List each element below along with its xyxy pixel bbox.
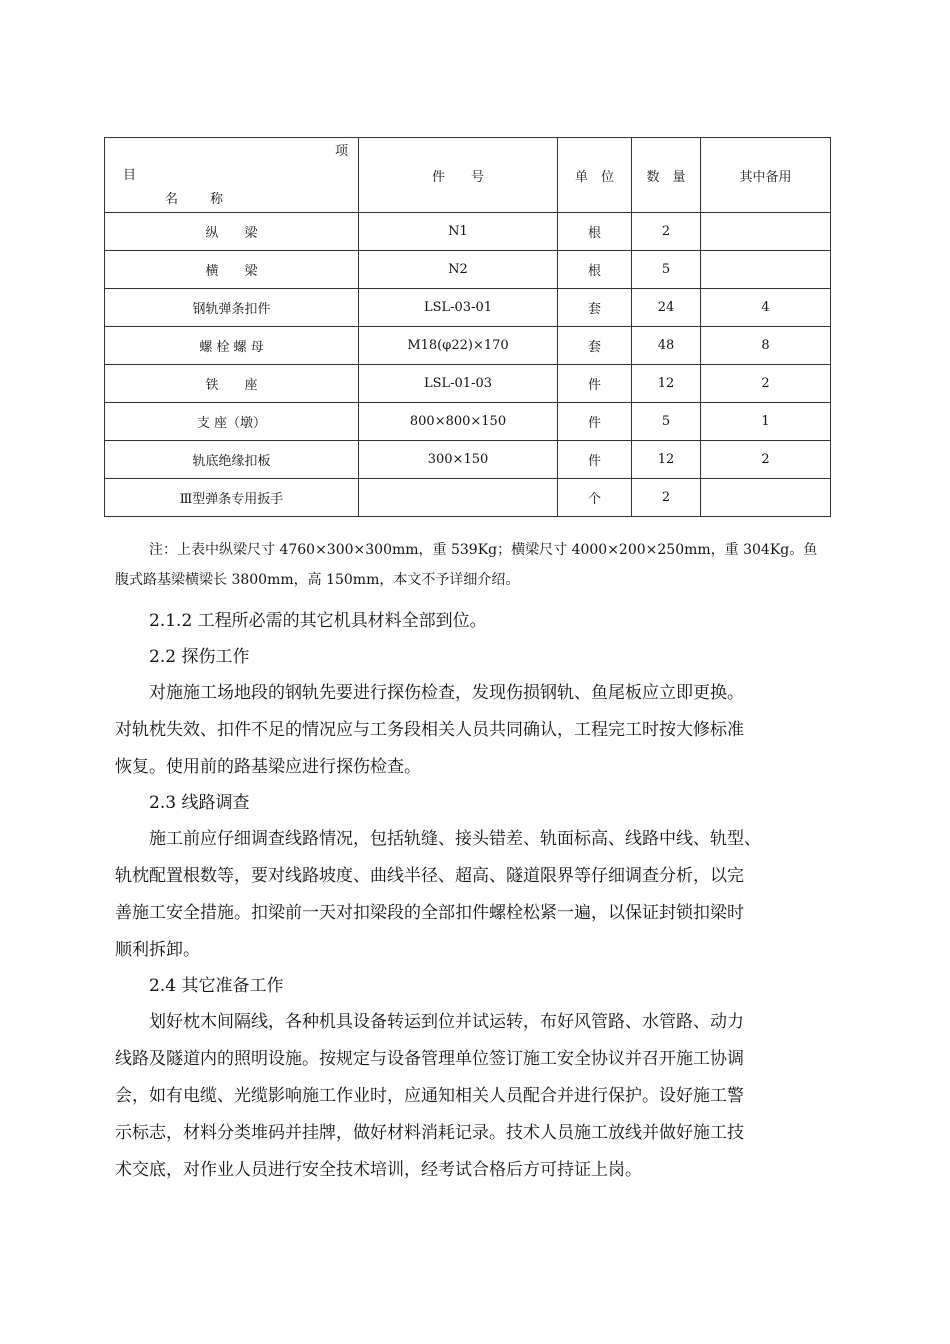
cell-unit: 套 [558,289,632,327]
table-row [105,213,831,251]
cell-qty: 12 [632,365,701,403]
cell-unit: 套 [558,327,632,365]
table-header-row [105,138,831,213]
cell-spare [701,251,831,289]
cell-name: 铁 座 [105,365,359,403]
cell-unit: 根 [558,251,632,289]
materials-table [104,137,831,517]
cell-part: M18(φ22)×170 [359,327,558,365]
paragraph-line: 线路及隧道内的照明设施。按规定与设备管理单位签订施工安全协议并召开施工协调 [115,1049,744,1069]
header-qty: 数 量 [632,138,701,213]
cell-unit: 个 [558,479,632,517]
header-item-top: 项 [334,144,348,159]
cell-unit: 件 [558,403,632,441]
cell-spare: 2 [701,441,831,479]
table-note [115,535,835,595]
section-heading: 2.1.2 工程所必需的其它机具材料全部到位。 [149,611,487,631]
table-row [105,441,831,479]
cell-part: LSL-01-03 [359,365,558,403]
cell-qty: 5 [632,403,701,441]
cell-spare [701,479,831,517]
paragraph-line: 会，如有电缆、光缆影响施工作业时，应通知相关人员配合并进行保护。设好施工警 [115,1086,744,1106]
cell-spare: 1 [701,403,831,441]
cell-qty: 2 [632,479,701,517]
cell-part: 300×150 [359,441,558,479]
paragraph-line: 术交底，对作业人员进行安全技术培训，经考试合格后方可持证上岗。 [115,1160,642,1180]
cell-part: N2 [359,251,558,289]
cell-name: 横 梁 [105,251,359,289]
paragraph-line: 顺利拆卸。 [115,940,200,960]
cell-unit: 件 [558,441,632,479]
paragraph-line: 示标志，材料分类堆码并挂牌，做好材料消耗记录。技术人员施工放线并做好施工技 [115,1123,744,1143]
paragraph-line: 对轨枕失效、扣件不足的情况应与工务段相关人员共同确认，工程完工时按大修标准 [115,720,744,740]
section-heading: 2.3 线路调查 [149,793,250,813]
cell-name: Ⅲ型弹条专用扳手 [105,479,359,517]
cell-spare: 8 [701,327,831,365]
cell-part [359,479,558,517]
paragraph-line: 轨枕配置根数等，要对线路坡度、曲线半径、超高、隧道限界等仔细调查分析，以完 [115,866,744,886]
paragraph-line: 恢复。使用前的路基梁应进行探伤检查。 [115,757,421,777]
cell-qty: 48 [632,327,701,365]
note-line: 腹式路基梁横梁长 3800mm，高 150mm，本文不予详细介绍。 [115,572,520,588]
table-row [105,289,831,327]
body-text [115,603,835,1189]
cell-qty: 5 [632,251,701,289]
paragraph-line: 施工前应仔细调查线路情况，包括轨缝、接头错差、轨面标高、线路中线、轨型、 [149,829,761,849]
header-item-name: 名 称 [165,192,226,207]
paragraph-line: 对施施工场地段的钢轨先要进行探伤检查，发现伤损钢轨、鱼尾板应立即更换。 [149,683,744,703]
table-row [105,365,831,403]
header-spare: 其中备用 [701,138,831,213]
note-line: 注：上表中纵梁尺寸 4760×300×300mm，重 539Kg；横梁尺寸 4000×200×250mm，重 304Kg。鱼 [149,542,818,558]
cell-part: 800×800×150 [359,403,558,441]
paragraph-line: 划好枕木间隔线，各种机具设备转运到位并试运转，布好风管路、水管路、动力 [149,1012,744,1032]
cell-part: LSL-03-01 [359,289,558,327]
table-row [105,479,831,517]
table-row [105,327,831,365]
cell-unit: 根 [558,213,632,251]
cell-spare: 2 [701,365,831,403]
cell-qty: 2 [632,213,701,251]
header-unit: 单 位 [558,138,632,213]
paragraph-line: 善施工安全措施。扣梁前一天对扣梁段的全部扣件螺栓松紧一遍，以保证封锁扣梁时 [115,903,744,923]
header-item-mid: 目 [123,168,137,183]
cell-spare [701,213,831,251]
table-row [105,251,831,289]
section-heading: 2.4 其它准备工作 [149,976,284,996]
cell-name: 轨底绝缘扣板 [105,441,359,479]
header-part-no: 件 号 [359,138,558,213]
cell-qty: 24 [632,289,701,327]
cell-name: 支 座（墩） [105,403,359,441]
cell-name: 螺 栓 螺 母 [105,327,359,365]
table-row [105,403,831,441]
cell-part: N1 [359,213,558,251]
cell-qty: 12 [632,441,701,479]
cell-name: 钢轨弹条扣件 [105,289,359,327]
cell-spare: 4 [701,289,831,327]
section-heading: 2.2 探伤工作 [149,647,250,667]
header-item-cell [105,138,359,213]
cell-name: 纵 梁 [105,213,359,251]
cell-unit: 件 [558,365,632,403]
